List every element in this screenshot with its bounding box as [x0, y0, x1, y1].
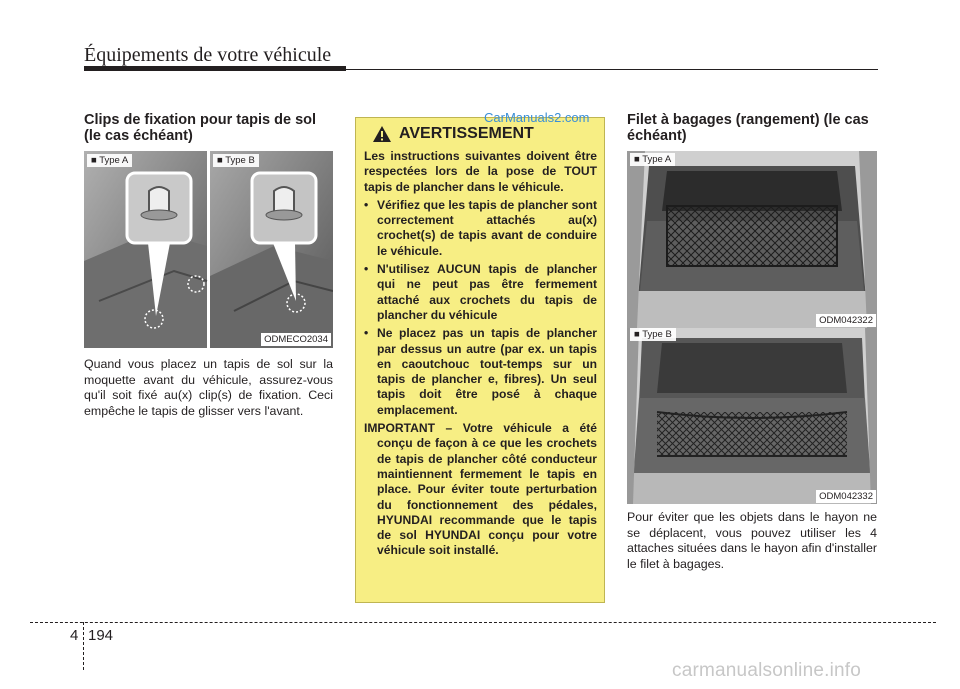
floor-mat-heading-block: [84, 112, 334, 144]
warning-title: AVERTISSEMENT: [399, 125, 534, 143]
figure-code: ODM042332: [816, 490, 876, 503]
cargo-net-type-a-photo: [627, 151, 877, 328]
floor-mat-heading: Clips de fixation pour tapis de sol (le cas échéant): [84, 112, 317, 144]
warning-box: [355, 117, 605, 603]
warning-header: [372, 125, 597, 143]
type-b-label: ■ Type B: [630, 328, 676, 341]
page-number: 194: [88, 627, 114, 644]
type-a-label: ■ Type A: [630, 153, 675, 166]
cargo-net-body-text: Pour éviter que les objets dans le hayon ne se déplacent, vous pouvez utiliser les 4 attaches situées dans le hayon afin d'installer le filet à bagages.: [627, 510, 877, 571]
header-bar: [84, 66, 346, 71]
site-watermark[interactable]: carmanualsonline.info: [672, 660, 862, 681]
floor-mat-clip-illustration: [84, 151, 333, 348]
chapter-number: 4: [70, 627, 79, 644]
page-header-title: Équipements de votre véhicule: [84, 44, 332, 66]
warning-important: IMPORTANT – Votre véhicule a été conçu de façon à ce que les crochets de tapis de plancher côté conducteur maintiennent fermement le tapis en place. Pour éviter toute perturbation du fonctionnement des pédales, HYUNDAI recommande que le tapis de sol HYUNDAI conçu pour votre véhicule soit installé.: [364, 421, 597, 558]
footer-divider: [83, 622, 84, 670]
watermark-text[interactable]: CarManuals2.com: [484, 110, 590, 125]
header-rule: [346, 69, 878, 70]
figure-code: ODMECO2034: [261, 333, 331, 346]
warning-triangle-icon: [372, 125, 392, 143]
cargo-net-type-a-figure: [627, 151, 877, 328]
warning-intro: Les instructions suivantes doivent être respectées lors de la pose de TOUT tapis de plancher dans le véhicule.: [364, 149, 597, 194]
cargo-net-heading: Filet à bagages (rangement) (le cas échéant): [627, 112, 869, 144]
warning-bullet: • Ne placez pas un tapis de plancher par dessus un autre (par ex. un tapis en caoutchouc tout-temps sur un tapis de plancher e, fibres). Un seul tapis doit être posé à chaque emplacement.: [364, 326, 597, 418]
warning-bullet: • N'utilisez AUCUN tapis de plancher qui ne peut pas être fermement attaché aux crochets du tapis de plancher du véhicule: [364, 262, 597, 323]
cargo-net-heading-block: [627, 112, 877, 144]
type-b-label: ■ Type B: [213, 154, 259, 167]
cargo-net-type-b-photo: [627, 328, 877, 504]
footer-rule: [30, 622, 936, 623]
floor-mat-body-text: Quand vous placez un tapis de sol sur la moquette avant du véhicule, assurez-vous qu'il soit fixé au(x) clip(s) de fixation. Ceci empêche le tapis de glisser vers l'avant.: [84, 357, 333, 418]
type-a-label: ■ Type A: [87, 154, 132, 167]
warning-bullet: • Vérifiez que les tapis de plancher sont correctement attachés au(x) crochet(s) de tapis avant de conduire le véhicule.: [364, 198, 597, 259]
floor-mat-clip-figure: [84, 151, 333, 348]
warning-bullet-list: [364, 198, 597, 418]
cargo-net-type-b-figure: [627, 328, 877, 504]
figure-code: ODM042322: [816, 314, 876, 327]
